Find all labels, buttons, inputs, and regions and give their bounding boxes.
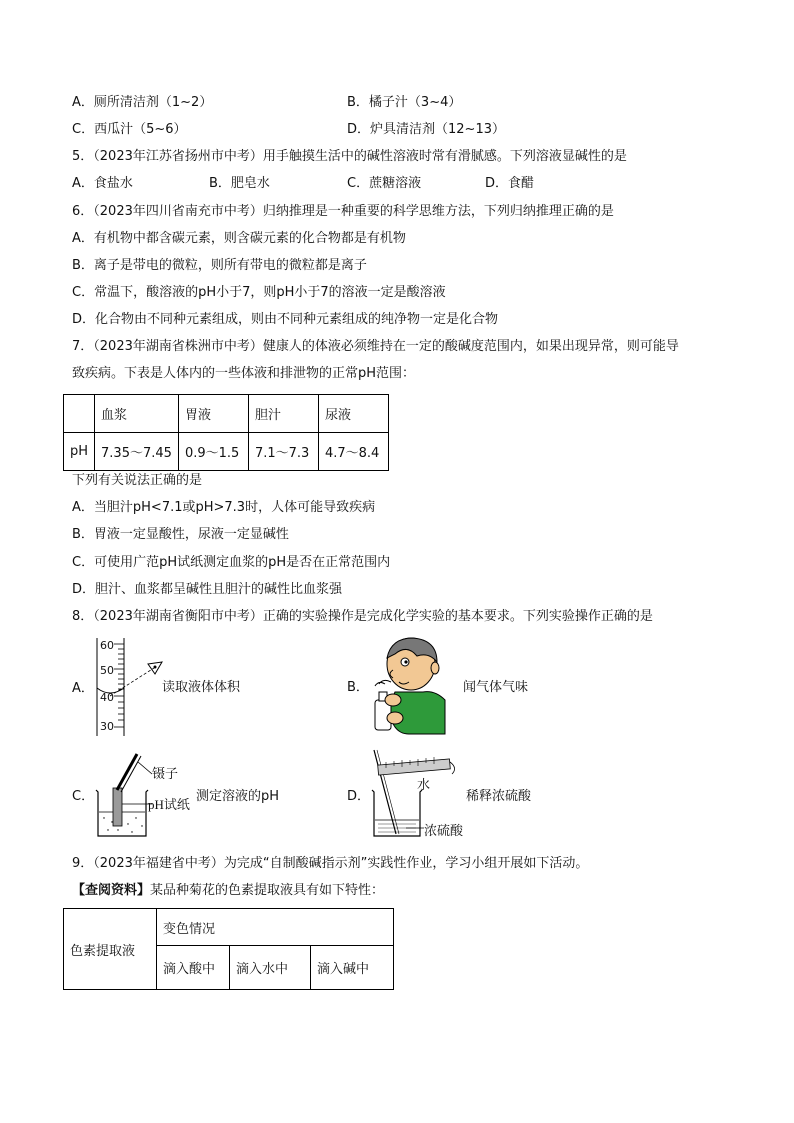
q4-option-b: B．橘子汁（3~4）: [347, 95, 462, 110]
q8-c-label-tweezers: 镊子: [152, 767, 179, 782]
cylinder-tick-30: 30: [100, 720, 114, 733]
q8-a-caption: 读取液体体积: [162, 680, 241, 695]
q9-info-tag: 【查阅资料】: [72, 883, 151, 898]
q5-option-d: D．食醋: [485, 176, 535, 191]
q7-option-d: D．胆汁、血浆都呈碱性且胆汁的碱性比血浆强: [72, 582, 343, 597]
q7-option-a: A．当胆汁pH<7.1或pH>7.3时，人体可能导致疾病: [72, 500, 376, 515]
cylinder-tick-50: 50: [100, 664, 114, 677]
q4-option-a: A．厕所清洁剂（1~2）: [72, 95, 213, 110]
table-header-gastric: 胃液: [178, 395, 248, 433]
table-header-plasma: 血浆: [95, 395, 179, 433]
q7-stem-line-1: 7．（2023年湖南省株洲市中考）健康人的体液必须维持在一定的酸碱度范围内，如果出现异常，则可能导: [72, 339, 679, 354]
q5-stem: 5．（2023年江苏省扬州市中考）用手触摸生活中的碱性溶液时常有滑腻感。下列溶液显碱性的是: [72, 149, 627, 164]
table-subheader-acid: 滴入酸中: [157, 946, 230, 990]
ph-test-beaker-diagram: [92, 752, 152, 840]
q7-stem-line-3: 下列有关说法正确的是: [72, 473, 203, 488]
table-group-header-color-change: 变色情况: [157, 909, 394, 946]
table-corner-cell: [64, 395, 95, 433]
cylinder-tick-60: 60: [100, 639, 114, 652]
q4-option-c: C．西瓜汁（5~6）: [72, 122, 187, 137]
q9-info-text: 某品种菊花的色素提取液具有如下特性：: [150, 883, 385, 898]
q8-c-label-ph-paper: pH试纸: [148, 797, 190, 812]
q8-a-letter: A．: [72, 681, 94, 696]
table-row-header-pigment: 色素提取液: [64, 909, 157, 990]
table-subheader-water: 滴入水中: [230, 946, 311, 990]
q7-option-c: C．可使用广范pH试纸测定血浆的pH是否在正常范围内: [72, 555, 391, 570]
ph-range-table: [63, 394, 389, 471]
q8-d-label-water: 水: [417, 778, 431, 793]
person-smelling-gas-illustration: [365, 634, 447, 736]
q6-option-b: B．离子是带电的微粒，则所有带电的微粒都是离子: [72, 258, 367, 273]
cylinder-tick-40: 40: [100, 691, 114, 704]
q8-c-letter: C．: [72, 789, 95, 804]
table-cell-plasma: 7.35～7.45: [95, 433, 179, 471]
q7-option-b: B．胃液一定显酸性，尿液一定显碱性: [72, 527, 289, 542]
q6-option-a: A．有机物中都含碳元素，则含碳元素的化合物都是有机物: [72, 231, 406, 246]
q5-option-c: C．蔗糖溶液: [347, 176, 422, 191]
table-subheader-base: 滴入碱中: [311, 946, 394, 990]
q8-d-letter: D．: [347, 789, 371, 804]
q5-option-a: A．食盐水: [72, 176, 133, 191]
q7-stem-line-2: 致疾病。下表是人体内的一些体液和排泄物的正常pH范围：: [72, 366, 416, 381]
q6-option-c: C．常温下，酸溶液的pH小于7，则pH小于7的溶液一定是酸溶液: [72, 285, 446, 300]
q6-stem: 6．（2023年四川省南充市中考）归纳推理是一种重要的科学思维方法，下列归纳推理正确的是: [72, 204, 614, 219]
table-cell-gastric: 0.9～1.5: [178, 433, 248, 471]
q6-option-d: D．化合物由不同种元素组成，则由不同种元素组成的纯净物一定是化合物: [72, 312, 499, 327]
q5-option-b: B．肥皂水: [209, 176, 270, 191]
table-header-bile: 胆汁: [248, 395, 318, 433]
q8-stem: 8．（2023年湖南省衡阳市中考）正确的实验操作是完成化学实验的基本要求。下列实验操作正确的是: [72, 609, 653, 624]
q8-b-letter: B．: [347, 680, 369, 695]
q8-d-caption: 稀释浓硫酸: [466, 789, 532, 804]
table-cell-bile: 7.1～7.3: [248, 433, 318, 471]
table-cell-urine: 4.7～8.4: [318, 433, 388, 471]
q9-info-line: [72, 882, 384, 900]
pigment-color-table: [63, 908, 394, 990]
table-row-label: pH: [64, 433, 95, 471]
q4-option-d: D．炉具清洁剂（12~13）: [347, 122, 505, 137]
q8-d-label-acid: 浓硫酸: [424, 824, 464, 839]
q8-c-caption: 测定溶液的pH: [196, 789, 280, 804]
table-header-urine: 尿液: [318, 395, 388, 433]
q8-b-caption: 闻气体气味: [463, 680, 529, 695]
q9-stem: 9．（2023年福建省中考）为完成“自制酸碱指示剂”实践性作业，学习小组开展如下活动。: [72, 856, 589, 871]
